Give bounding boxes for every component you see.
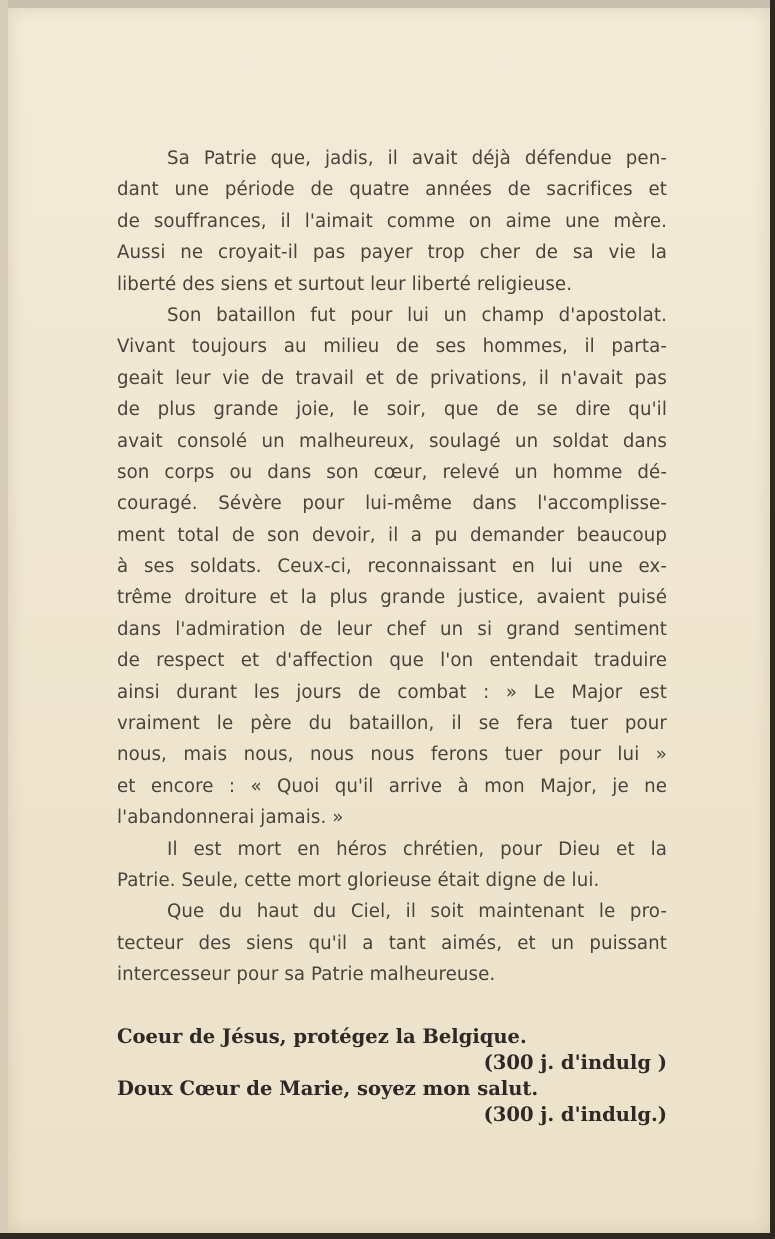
text-line: intercesseur pour sa Patrie malheureuse.: [117, 964, 496, 986]
text-line: vraiment le père du bataillon, il se fera tuer pour: [117, 713, 667, 735]
card-edge-top: [0, 0, 775, 8]
text-line: liberté des siens et surtout leur liberté religieuse.: [117, 273, 573, 295]
card-edge-bottom: [0, 1233, 775, 1239]
text-line: Aussi ne croyait-il pas payer trop cher de sa vie la: [117, 242, 667, 264]
text-line: tecteur des siens qu'il a tant aimés, et un puissant: [117, 932, 667, 954]
text-line: ainsi durant les jours de combat : » Le Major est: [117, 681, 667, 703]
text-line: de souffrances, il l'aimait comme on aime une mère.: [117, 210, 667, 232]
text-line: dans l'admiration de leur chef un si grand sentiment: [117, 618, 667, 640]
card-edge-left: [0, 0, 8, 1239]
text-line: couragé. Sévère pour lui-même dans l'accomplisse-: [117, 493, 667, 515]
text-line: à ses soldats. Ceux-ci, reconnaissant en lui une ex-: [117, 556, 667, 578]
text-line: geait leur vie de travail et de privations, il n'avait pas: [117, 367, 667, 389]
text-line: dant une période de quatre années de sacrifices et: [117, 179, 667, 201]
text-line: avait consolé un malheureux, soulagé un soldat dans: [117, 430, 667, 452]
text-line: ment total de son devoir, il a pu demander beaucoup: [117, 524, 667, 546]
text-line: Patrie. Seule, cette mort glorieuse était digne de lui.: [117, 869, 600, 891]
text-line: Il est mort en héros chrétien, pour Dieu et la: [167, 838, 667, 860]
text-line: l'abandonnerai jamais. »: [117, 807, 344, 829]
text-line: Vivant toujours au milieu de ses hommes, il parta-: [117, 336, 667, 358]
memorial-text: [117, 143, 667, 991]
text-line: trême droiture et la plus grande justice, avaient puisé: [117, 587, 667, 609]
text-line: Que du haut du Ciel, il soit maintenant le pro-: [167, 901, 667, 923]
prayer-block: [117, 1024, 667, 1128]
prayer-immaculate-heart: Doux Cœur de Marie, soyez mon salut.: [117, 1077, 539, 1100]
text-line: de respect et d'affection que l'on entendait traduire: [117, 650, 667, 672]
card-edge-right: [770, 0, 775, 1239]
text-line: nous, mais nous, nous nous ferons tuer pour lui »: [117, 744, 667, 766]
text-line: de plus grande joie, le soir, que de se dire qu'il: [117, 399, 667, 421]
text-line: Sa Patrie que, jadis, il avait déjà défendue pen-: [167, 148, 667, 169]
text-line: et encore : « Quoi qu'il arrive à mon Major, je ne: [117, 775, 667, 797]
text-line: son corps ou dans son cœur, relevé un homme dé-: [117, 461, 667, 483]
text-line: Son bataillon fut pour lui un champ d'apostolat.: [167, 304, 667, 326]
indulgence-note: (300 j. d'indulg.): [483, 1103, 667, 1126]
indulgence-note: (300 j. d'indulg ): [483, 1051, 667, 1074]
prayer-sacred-heart: Coeur de Jésus, protégez la Belgique.: [117, 1025, 527, 1048]
